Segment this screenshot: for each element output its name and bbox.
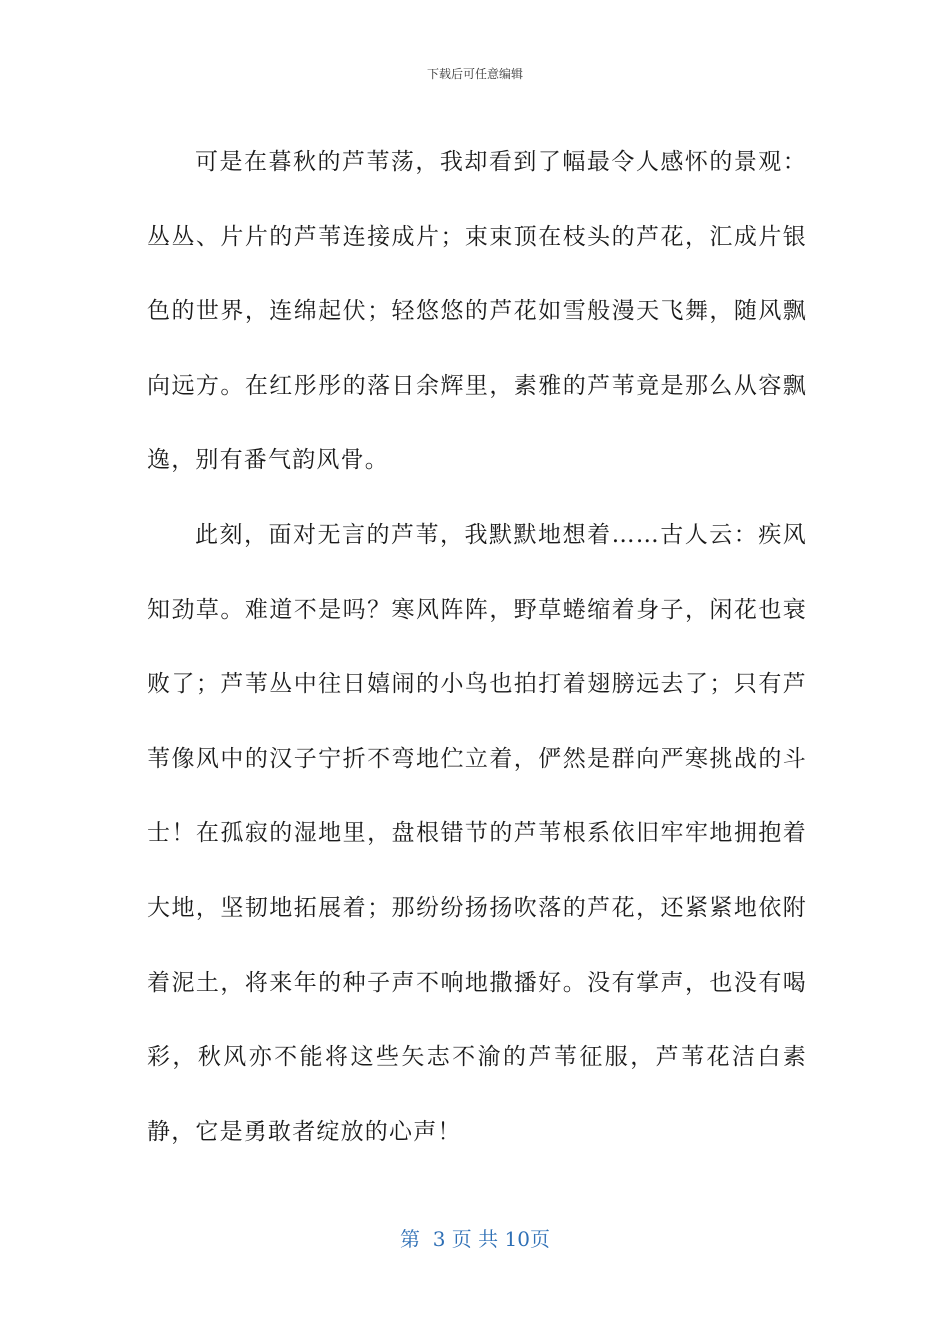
page-number-footer: 第 3 页 共 10页	[400, 1227, 550, 1251]
page-header: 下载后可任意编辑	[426, 67, 523, 81]
document-body	[147, 125, 807, 1169]
paragraph-2: 此刻，面对无言的芦苇，我默默地想着……古人云：疾风知劲草。难道不是吗？寒风阵阵，野草蜷缩着身子，闲花也衰败了；芦苇丛中往日嬉闹的小鸟也拍打着翅膀远去了；只有芦苇像风中的汉子宁折不弯地伫立着，俨然是群向严寒挑战的斗士！在孤寂的湿地里，盘根错节的芦苇根系依旧牢牢地拥抱着大地，坚韧地拓展着；那纷纷扬扬吹落的芦花，还紧紧地依附着泥土，将来年的种子声不响地撒播好。没有掌声，也没有喝彩，秋风亦不能将这些矢志不渝的芦苇征服，芦苇花洁白素静，它是勇敢者绽放的心声！	[147, 521, 807, 1145]
paragraph-1: 可是在暮秋的芦苇荡，我却看到了幅最令人感怀的景观：丛丛、片片的芦苇连接成片；束束顶在枝头的芦花，汇成片银色的世界，连绵起伏；轻悠悠的芦花如雪般漫天飞舞，随风飘向远方。在红彤彤的落日余辉里，素雅的芦苇竟是那么从容飘逸，别有番气韵风骨。	[147, 149, 807, 474]
